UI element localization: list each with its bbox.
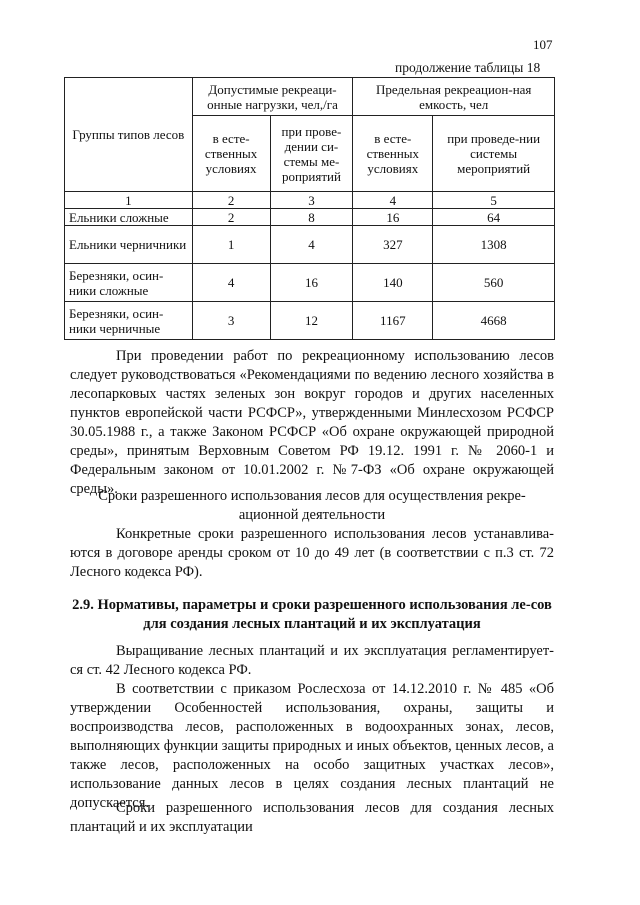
paragraph-lease-terms: Конкретные сроки разрешенного использования лесов устанавлива-ются в договоре аренды сроком от 10 до 49 лет (в соответствии с п.3 ст. 72 Лесного кодекса РФ). bbox=[70, 526, 554, 580]
table-row bbox=[65, 264, 555, 302]
column-number: 5 bbox=[433, 192, 555, 209]
paragraph-recreation-guidelines: При проведении работ по рекреационному использованию лесов следует руководствоваться «Рекомендациями по ведению лесного хозяйства в лесопарковых частях зеленых зон вокруг городов и других населенных пунктов европейской части РСФСР», утвержденными Минлесхозом РСФСР 30.05.1988 г., а также Законом РСФСР «Об охране окружающей природной среды», принятым Верховным Советом РФ 19.12. 1991 г. № 2060-1 и Федеральным законом от 10.01.2002 г. №7-ФЗ «Об охране окружающей среды». bbox=[70, 348, 554, 497]
header-with-measures: при прове-дении си-стемы ме-роприятий bbox=[270, 116, 353, 192]
recreation-load-table bbox=[64, 77, 555, 340]
value-cell: 4668 bbox=[433, 302, 555, 340]
header-natural-conditions: в есте-ственных условиях bbox=[353, 116, 433, 192]
value-cell: 1308 bbox=[433, 226, 555, 264]
paragraph-plantation-terms: Сроки разрешенного использования лесов для создания лесных плантаций и их эксплуатации bbox=[70, 800, 554, 835]
paragraph-rosleshoz-order: В соответствии с приказом Рослесхоза от 14.12.2010 г. № 485 «Об утверждении Особенностей использования, охраны, защиты и воспроизводства лесов, расположенных в водоохранных зонах, лесов, выполняющих функции защиты природных и иных объектов, ценных лесов, а также лесов, расположенных на особо защитных участках лесов», использование данных лесов в целях создания лесных плантаций не допускается. bbox=[70, 681, 554, 811]
table-continuation-label: продолжение таблицы 18 bbox=[395, 60, 541, 75]
paragraph-plantations: Выращивание лесных плантаций и их эксплуатация регламентирует-ся ст. 42 Лесного кодекса РФ. bbox=[70, 643, 554, 678]
value-cell: 4 bbox=[270, 226, 353, 264]
forest-group-cell: Березняки, осин-ники сложные bbox=[65, 264, 193, 302]
column-number-row bbox=[65, 192, 555, 209]
header-allowed-loads: Допустимые рекреаци-онные нагрузки, чел,/га bbox=[192, 78, 353, 116]
value-cell: 12 bbox=[270, 302, 353, 340]
forest-group-cell: Ельники черничники bbox=[65, 226, 193, 264]
value-cell: 2 bbox=[192, 209, 270, 226]
column-number: 1 bbox=[65, 192, 193, 209]
subheading-recreation-terms: Сроки разрешенного использования лесов для осуществления рекре-ационной деятельности bbox=[98, 488, 526, 523]
value-cell: 16 bbox=[353, 209, 433, 226]
value-cell: 560 bbox=[433, 264, 555, 302]
table-row bbox=[65, 226, 555, 264]
header-max-capacity: Предельная рекреацион-ная емкость, чел bbox=[353, 78, 555, 116]
value-cell: 64 bbox=[433, 209, 555, 226]
value-cell: 16 bbox=[270, 264, 353, 302]
column-number: 3 bbox=[270, 192, 353, 209]
page-number: 107 bbox=[533, 37, 553, 52]
forest-group-cell: Ельники сложные bbox=[65, 209, 193, 226]
forest-group-cell: Березняки, осин-ники черничные bbox=[65, 302, 193, 340]
value-cell: 3 bbox=[192, 302, 270, 340]
value-cell: 1167 bbox=[353, 302, 433, 340]
value-cell: 8 bbox=[270, 209, 353, 226]
header-natural-conditions: в есте-ственных условиях bbox=[192, 116, 270, 192]
value-cell: 1 bbox=[192, 226, 270, 264]
column-number: 2 bbox=[192, 192, 270, 209]
table-row bbox=[65, 209, 555, 226]
value-cell: 4 bbox=[192, 264, 270, 302]
header-forest-groups: Группы типов лесов bbox=[65, 78, 193, 192]
value-cell: 140 bbox=[353, 264, 433, 302]
column-number: 4 bbox=[353, 192, 433, 209]
header-with-measures: при проведе-нии системы мероприятий bbox=[433, 116, 555, 192]
value-cell: 327 bbox=[353, 226, 433, 264]
table-row bbox=[65, 302, 555, 340]
section-heading: 2.9. Нормативы, параметры и сроки разрешенного использования ле-сов для создания лесных плантаций и их эксплуатация bbox=[72, 597, 552, 632]
